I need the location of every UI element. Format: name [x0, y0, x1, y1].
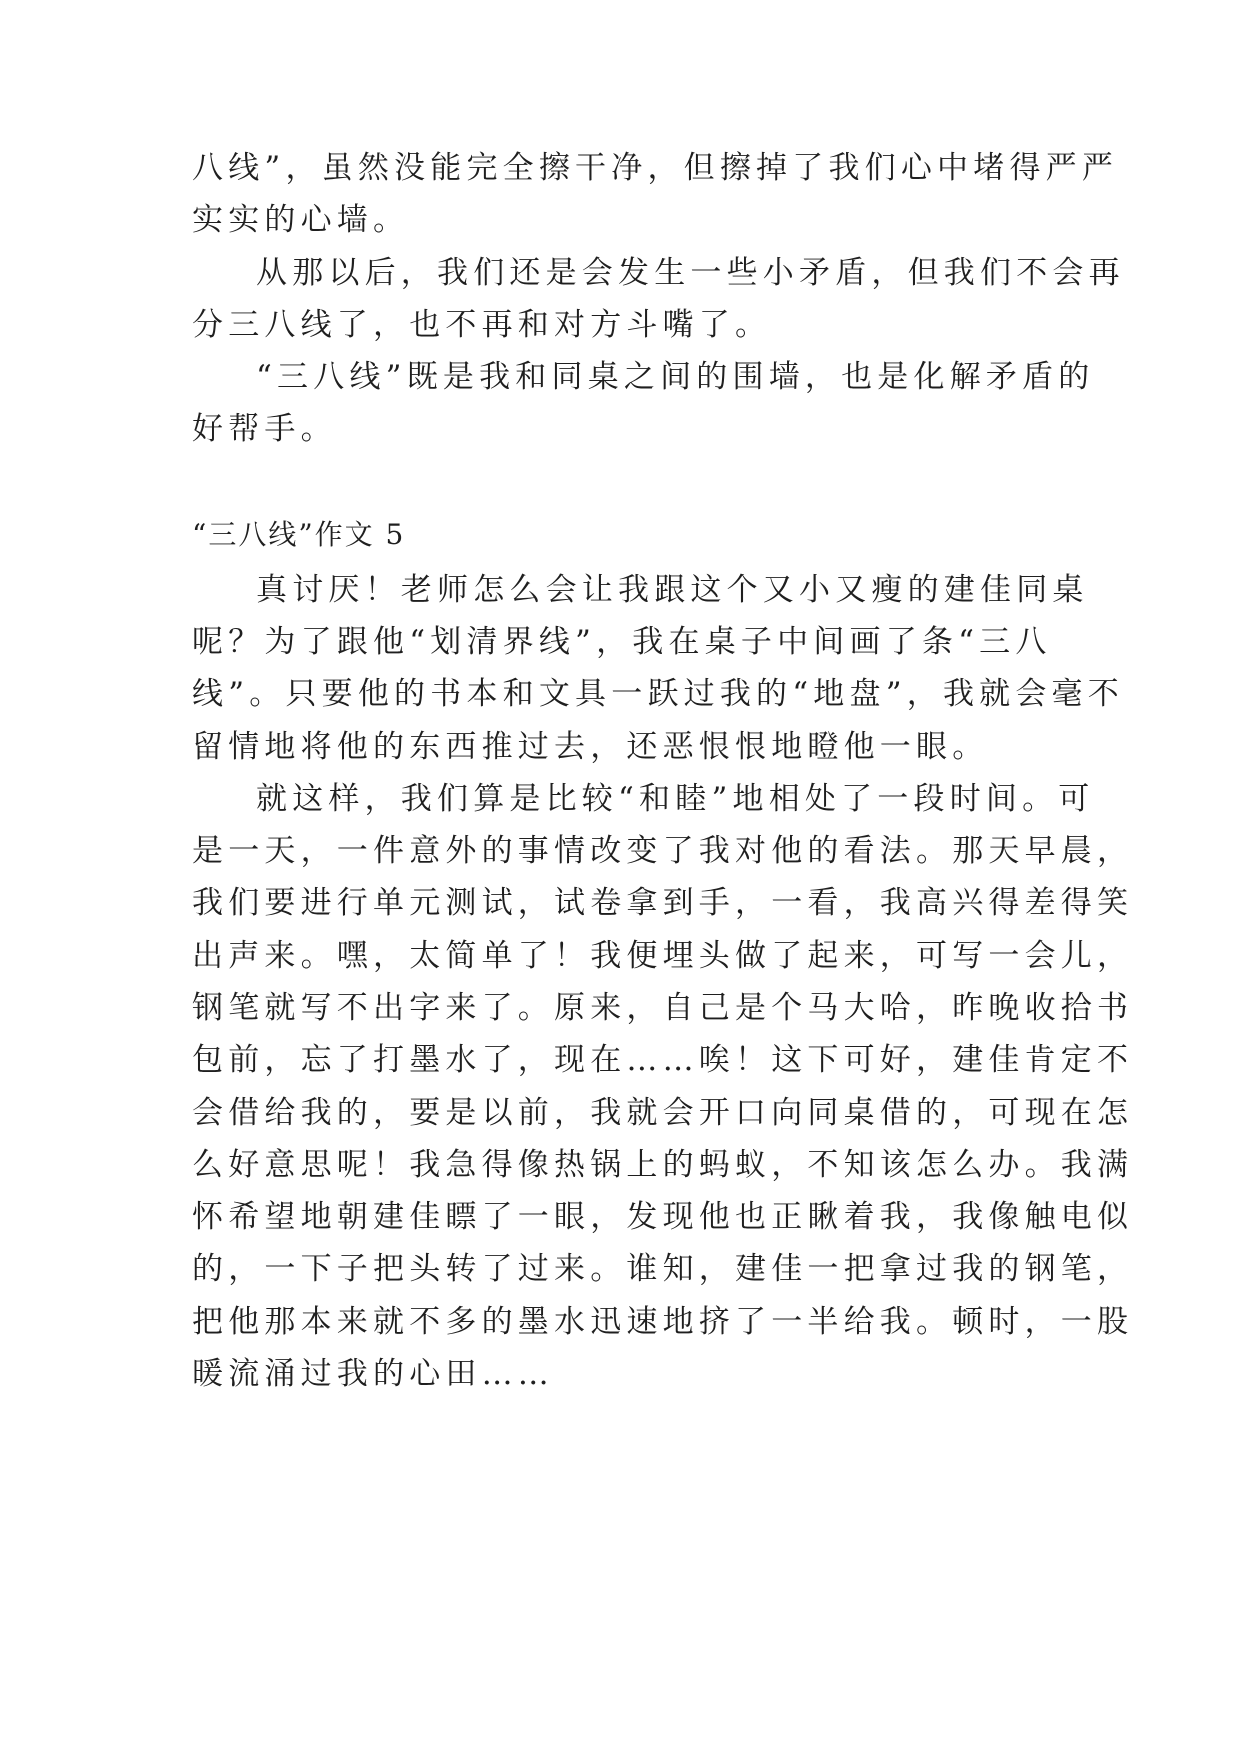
text-line: 钢笔就写不出字来了。原来，自己是个马大哈，昨晚收拾书: [192, 990, 1134, 1026]
text-line: 实实的心墙。: [192, 202, 410, 238]
text-line: 是一天，一件意外的事情改变了我对他的看法。那天早晨，: [192, 833, 1134, 869]
essay-title: “三八线”作文 5: [192, 518, 406, 551]
text-line: 好帮手。: [192, 411, 337, 447]
paragraph-start-line: 从那以后，我们还是会发生一些小矛盾，但我们不会再: [256, 255, 1125, 291]
paragraph-start-line: “三八线”既是我和同桌之间的围墙，也是化解矛盾的: [256, 359, 1095, 395]
text-line: 把他那本来就不多的墨水迅速地挤了一半给我。顿时，一股: [192, 1304, 1134, 1340]
text-line: 线”。只要他的书本和文具一跃过我的“地盘”，我就会毫不: [192, 676, 1124, 712]
text-line: 么好意思呢！我急得像热锅上的蚂蚁，不知该怎么办。我满: [192, 1147, 1134, 1183]
text-line: 我们要进行单元测试，试卷拿到手，一看，我高兴得差得笑: [192, 885, 1134, 921]
text-line: 留情地将他的东西推过去，还恶恨恨地瞪他一眼。: [192, 729, 989, 765]
text-line: 出声来。嘿，太简单了！我便埋头做了起来，可写一会儿，: [192, 938, 1134, 974]
text-line: 怀希望地朝建佳瞟了一眼，发现他也正瞅着我，我像触电似: [192, 1199, 1134, 1235]
text-line: 呢？为了跟他“划清界线”，我在桌子中间画了条“三八: [192, 624, 1052, 660]
text-line: 会借给我的，要是以前，我就会开口向同桌借的，可现在怎: [192, 1095, 1134, 1131]
text-line: 包前，忘了打墨水了，现在……唉！这下可好，建佳肯定不: [192, 1042, 1134, 1078]
text-line: 分三八线了，也不再和对方斗嘴了。: [192, 307, 772, 343]
text-line: 暖流涌过我的心田……: [192, 1356, 554, 1392]
paragraph-start-line: 就这样，我们算是比较“和睦”地相处了一段时间。可: [256, 781, 1095, 817]
text-line: 的，一下子把头转了过来。谁知，建佳一把拿过我的钢笔，: [192, 1251, 1134, 1287]
text-line: 八线”，虽然没能完全擦干净，但擦掉了我们心中堵得严严: [192, 150, 1119, 186]
paragraph-start-line: 真讨厌！老师怎么会让我跟这个又小又瘦的建佳同桌: [256, 572, 1089, 608]
